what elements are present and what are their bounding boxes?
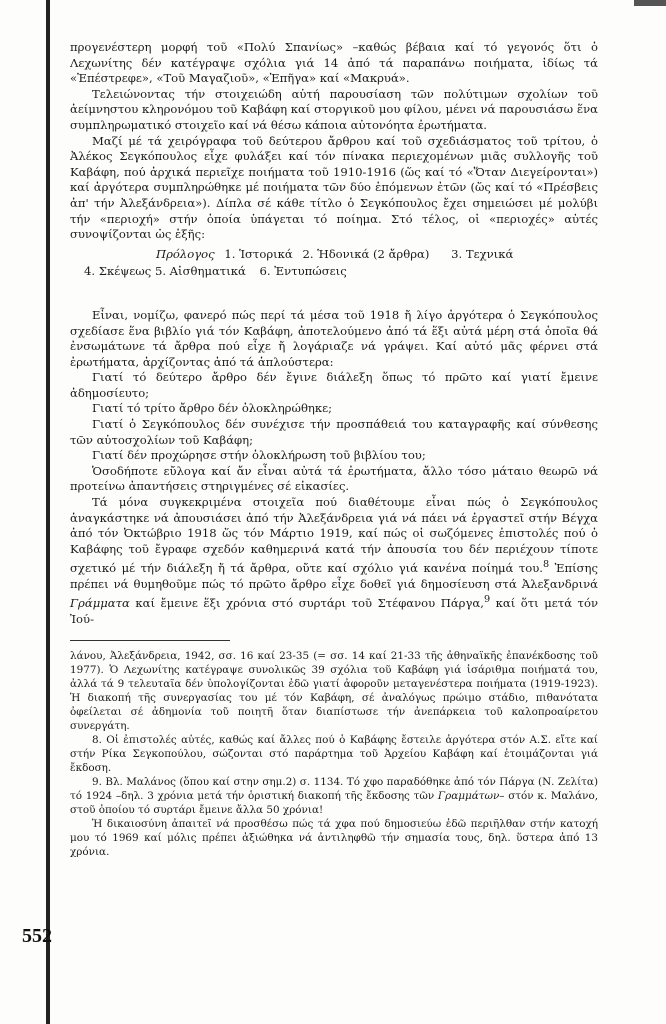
text-column: [70, 40, 598, 859]
question: Γιατί δέν προχώρησε στήν ὁλοκλήρωση τοῦ βιβλίου του;: [92, 448, 426, 463]
footnote-closing-note: Ἡ δικαιοσύνη ἀπαιτεῖ νά προσθέσω πώς τά χφα πού δημοσιεύω ἐδῶ περιῆλθαν στήν κατοχή μου τό 1969 καί μόλις πρέπει ἀξιώθηκα νά ἀντιληφθῶ τήν σημασία τους, δηλ. ὕστερα ἀπό 13 χρόνια.: [70, 817, 598, 858]
prologue-item: 3. Τεχνικά: [451, 246, 514, 261]
journal-title: Γραμμάτων: [437, 789, 500, 802]
prologue-item: 1. Ἱστορικά: [224, 246, 293, 261]
journal-title: Γράμματα: [70, 596, 130, 611]
question: Γιατί τό τρίτο ἄρθρο δέν ὁλοκληρώθηκε;: [92, 401, 333, 416]
scan-corner-mark: [634, 0, 666, 6]
footnote-text: – στόν κ. Μαλάνο, στοῦ ὁποίου τό συρτάρι ἔμεινε ἄλλα 50 χρόνια!: [70, 789, 598, 816]
section-gap: [70, 292, 598, 308]
footnotes: [70, 649, 598, 859]
footnote-ref-9: 9: [483, 594, 491, 606]
footnote-ref-8: 8: [542, 559, 550, 571]
footnote-9: [70, 775, 598, 817]
prologue-item: 2. Ἡδονικά (2 ἄρθρα): [302, 246, 430, 261]
paragraph-text: Ἐπίσης πρέπει νά θυμηθοῦμε πώς τό πρῶτο ἄρθρο εἶχε δοθεῖ γιά δημοσίευση στά Ἀλεξανδρινά: [70, 561, 598, 591]
prologue-item: 6. Ἐντυπώσεις: [259, 264, 347, 279]
question: Γιατί ὁ Σεγκόπουλος δέν συνέχισε τήν προσπάθειά του καταγραφῆς καί σύνθεσης τῶν αὐτοσχολίων τοῦ Καβάφη;: [70, 417, 598, 447]
footnote-rule: [70, 640, 230, 641]
page-number: 552: [22, 925, 52, 947]
footnote-8: 8. Οἱ ἐπιστολές αὐτές, καθώς καί ἄλλες πού ὁ Καβάφης ἔστειλε ἀργότερα στόν Α.Σ. εἴτε καί στήν Ρίκα Σεγκοπούλου, σώζονται στό παράρτημα τοῦ Ἀρχείου Καβάφη καί ἑτοιμάζονται γιά ἔκδοση.: [70, 733, 598, 774]
paragraph: Ὁσοδήποτε εὔλογα καί ἄν εἶναι αὐτά τά ἐρωτήματα, ἄλλο τόσο μάταιο θεωρῶ νά προτείνω ἀπαντήσεις στηριγμένες σέ εἰκασίες.: [70, 463, 598, 494]
paragraph-text: Τά μόνα συγκεκριμένα στοιχεῖα πού διαθέτουμε εἶναι πώς ὁ Σεγκόπουλος ἀναγκάστηκε νά ἀπουσιάσει ἀπό τήν Ἀλεξάνδρεια γιά νά πάει νά ἐργαστεῖ στήν Βέγχα ἀπό τόν Ὀκτώβριο 1918 ὥς τόν Μάρτιο 1919, καί πώς οἱ σωζόμενες ἐπιστολές πού ὁ Καβάφης τοῦ ἔγραφε σχεδόν καθημερινά κατά τήν ἀπουσία του δέν περιέχουν τίποτε σχετικό μέ τήν διάλεξη ἤ τά ἄρθρα, οὔτε καί σχόλιο γιά κανένα ποίημά του.: [70, 495, 598, 576]
prologue-item: 4. Σκέψεως: [84, 264, 152, 279]
paragraph: [70, 495, 598, 627]
paragraph: Εἶναι, νομίζω, φανερό πώς περί τά μέσα τοῦ 1918 ἤ λίγο ἀργότερα ὁ Σεγκόπουλος σχεδίασε ἕνα βιβλίο γιά τόν Καβάφη, ἀποτελούμενο ἀπό τά ἕξι αὐτά μέρη στά ὁποῖα θά ἐνσωμάτωνε τά ἄρθρα πού εἶχε ἤ λογάριαζε νά γράψει. Καί αὐτό μᾶς φέρνει στά ἐρωτήματα, ἀρχίζοντας ἀπό τά ἁπλούστερα:: [70, 307, 598, 369]
question: Γιατί τό δεύτερο ἄρθρο δέν ἔγινε διάλεξη ὅπως τό πρῶτο καί γιατί ἔμεινε ἀδημοσίευτο;: [70, 370, 598, 400]
paragraph: Τελειώνοντας τήν στοιχειώδη αὐτή παρουσίαση τῶν πολύτιμων σχολίων τοῦ ἀείμνηστου κληρονόμου τοῦ Καβάφη καί στοργικοῦ μου φίλου, μένει νά παρουσιάσω ἕνα συμπληρωματικό στοιχεῖο καί νά θέσω κάποια αὐτονόητα ἐρωτήματα.: [70, 86, 598, 132]
prologue-item: 5. Αἰσθηματικά: [154, 264, 246, 279]
scan-edge-shadow: [46, 0, 50, 1024]
paragraph-text: καί ὅτι μετά τόν Ἰού-: [70, 596, 598, 626]
prologue-list-line-2: [84, 264, 598, 280]
paragraph-continuation: προγενέστερη μορφή τοῦ «Πολύ Σπανίως» –καθώς βέβαια καί τό γεγονός ὅτι ὁ Λεχωνίτης δέν κατέγραψε σχόλια γιά 14 ἀπό τά παραπάνω ποιήματα, ἰδίως τά «Ἐπέστρεφε», «Τοῦ Μαγαζιοῦ», «Ἐπῆγα» καί «Μακρυά».: [70, 40, 598, 86]
paragraph-text: καί ἔμεινε ἕξι χρόνια στό συρτάρι τοῦ Στέφανου Πάργα,: [129, 596, 484, 611]
prologue-list-line-1: [70, 247, 598, 263]
footnote-text: 9. Βλ. Μαλάνος (ὅπου καί στην σημ.2) σ. 1134. Τό χφο παραδόθηκε ἀπό τόν Πάργα (Ν. Ζελίτα) τό 1924 –δηλ. 3 χρόνια μετά τήν ὁριστική διακοπή τῆς ἔκδοσης τῶν: [70, 775, 598, 802]
footnote-continuation: λάνου, Ἀλεξάνδρεια, 1942, σσ. 16 καί 23-35 (= σσ. 14 καί 21-33 τῆς ἀθηναϊκῆς ἐπανέκδοσης τοῦ 1977). Ὁ Λεχωνίτης κατέγραψε συνολικῶς 39 σχόλια τοῦ Καβάφη γιά ἰσάριθμα ποιήματά του, ἀλλά τά 9 τελευταῖα δέν ὑπολογίζονται ἐδῶ γιατί ἀφοροῦν μεταγενέστερα ποιήματα (1919-1923). Ἡ διακοπή τῆς συνεργασίας του μέ τόν Καβάφη, σέ ἀναλόγως πρώιμο στάδιο, πιθανότατα ὀφείλεται σέ ἀδημονία τοῦ ποιητῆ ὅταν διαπίστωσε τήν ἀνεπάρκεια τοῦ καλοπροαίρετου συνεργάτη.: [70, 649, 598, 732]
paragraph: Μαζί μέ τά χειρόγραφα τοῦ δεύτερου ἄρθρου καί τοῦ σχεδιάσματος τοῦ τρίτου, ὁ Ἀλέκος Σεγκόπουλος εἶχε φυλάξει καί τόν πίνακα περιεχομένων μιᾶς συλλογῆς τοῦ Καβάφη, πού ἀρχικά περιεῖχε ποιήματα τοῦ 1910-1916 (ὥς καί τό «Ὅταν Διεγείρονται») καί ἀργότερα συμπληρώθηκε μέ ποιήματα τῶν δύο ἑπόμενων ἐτῶν (ὥς καί τό «Πρέσβεις ἀπ' τήν Ἀλεξάνδρεια»). Δίπλα σέ κάθε τίτλο ὁ Σεγκόπουλος ἔχει σημειώσει μέ μολύβι τήν «περιοχή» στήν ὁποία ὑπάγεται τό ποίημα. Στό τέλος, οἱ «περιοχές» αὐτές συνοψίζονται ὡς ἑξῆς:: [70, 133, 598, 242]
prologue-label: Πρόλογος: [156, 246, 215, 261]
